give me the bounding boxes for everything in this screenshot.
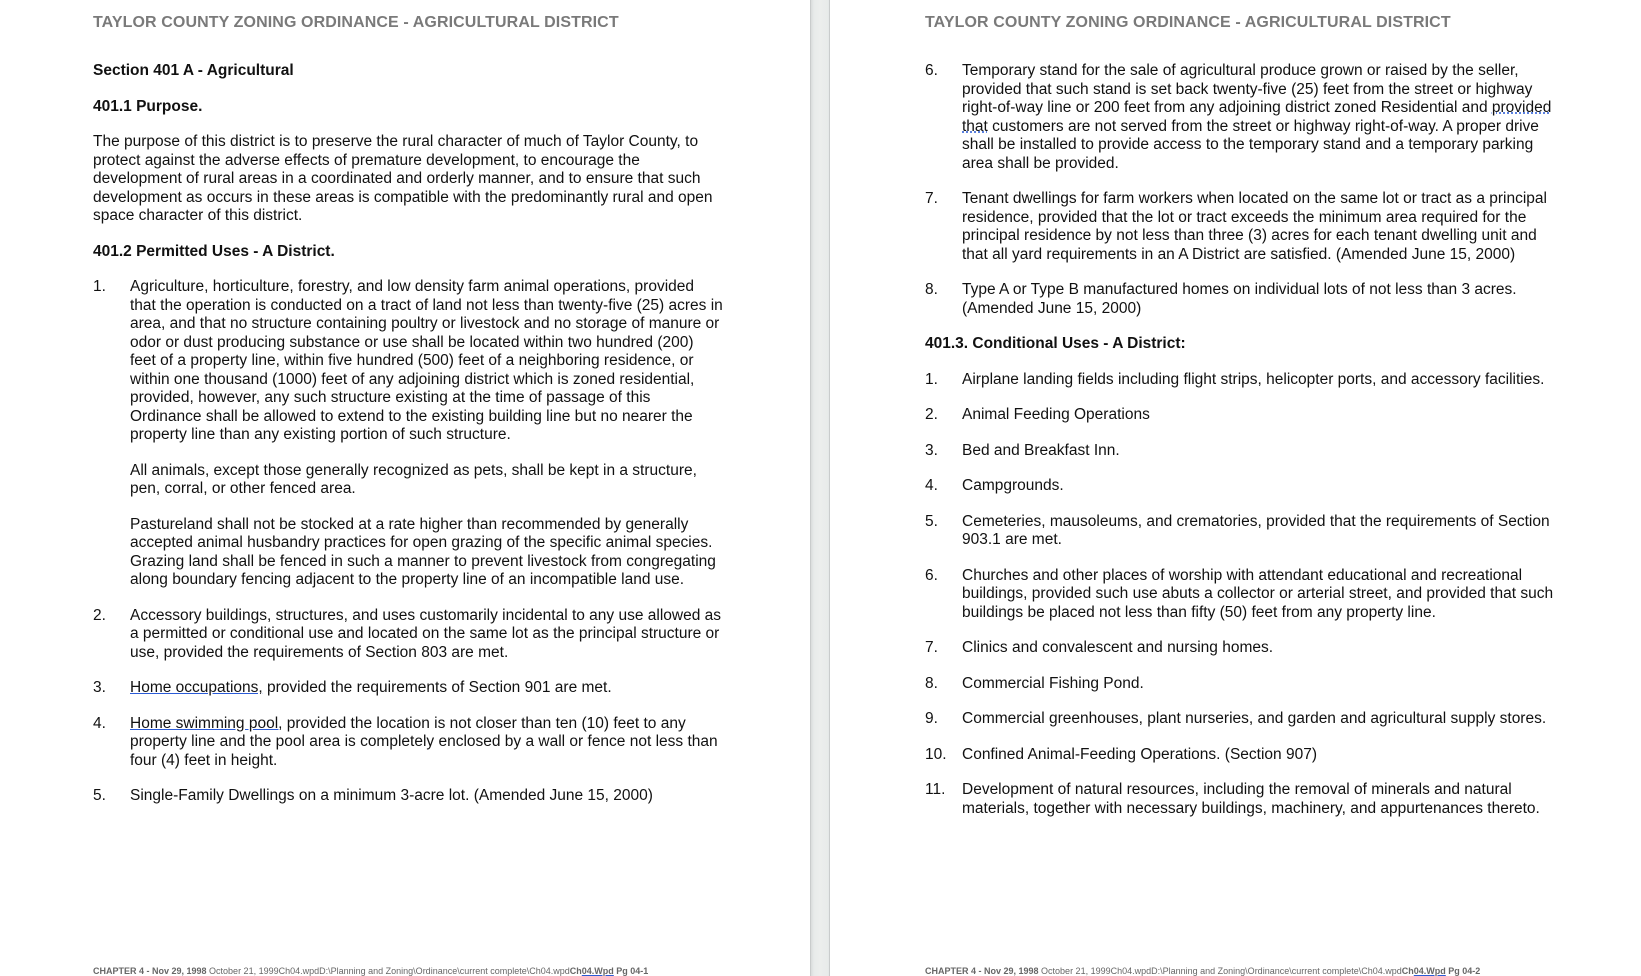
- list-number: 4.: [925, 477, 938, 494]
- list-text: Commercial Fishing Pond.: [962, 674, 1144, 692]
- footer-page-number: Pg 04-1: [613, 966, 649, 976]
- list-item: [925, 371, 1560, 390]
- list-number: 8.: [925, 674, 938, 692]
- list-item: [925, 62, 1560, 173]
- permitted-uses-heading: 401.2 Permitted Uses - A District.: [93, 242, 335, 260]
- list-text: Cemeteries, mausoleums, and crematories, provided that the requirements of Section 903.1 are met.: [962, 512, 1550, 548]
- list-item: [93, 787, 723, 806]
- list-number: 7.: [925, 190, 938, 207]
- conditional-uses-heading: 401.3. Conditional Uses - A District:: [925, 335, 1186, 352]
- list-text: Airplane landing fields including flight strips, helicopter ports, and accessory facilities.: [962, 370, 1545, 388]
- list-number: 9.: [925, 710, 938, 727]
- footer-file-link[interactable]: 04.Wpd: [581, 966, 614, 976]
- list-item: [925, 781, 1560, 818]
- list-number: 3.: [925, 441, 938, 459]
- list-number: 8.: [925, 281, 938, 298]
- footer-ch: Ch: [569, 966, 582, 976]
- list-number: 11.: [925, 781, 946, 798]
- list-item: [93, 715, 723, 771]
- list-number: 5.: [93, 787, 106, 804]
- list-item: [925, 675, 1560, 694]
- page-footer: [925, 966, 1480, 976]
- list-text-rest: provided the location is not closer than ten (10) feet to any property line and the pool area is completely enclosed by a wall or fence not less than four (4) feet in height.: [130, 714, 718, 769]
- list-text-part: Temporary stand for the sale of agricultural produce grown or raised by the seller, provided that such stand is set back twenty-five (25) feet from the street or highway right-of-way line or 200 feet from any adjoining district zoned Residential and: [962, 62, 1533, 116]
- list-number: 6.: [925, 62, 938, 79]
- list-subparagraph: All animals, except those generally recognized as pets, shall be kept in a structure, pen, corral, or other fenced area.: [130, 461, 697, 497]
- list-item: [925, 746, 1560, 765]
- list-text: Accessory buildings, structures, and uses customarily incidental to any use allowed as a permitted or conditional use and located on the same lot as the principal structure or use, provided the requirements of Section 803 are met.: [130, 606, 722, 661]
- list-number: 6.: [925, 566, 938, 584]
- list-item: [925, 190, 1560, 264]
- list-item: [925, 639, 1560, 658]
- purpose-heading: 401.1 Purpose.: [93, 97, 203, 115]
- list-number: 2.: [925, 406, 938, 423]
- page-2-content: [925, 62, 1560, 835]
- footer-path: October 21, 1999Ch04.wpdD:\Planning and Zoning\Ordinance\current complete\Ch04.wpd: [1038, 966, 1402, 976]
- list-text: Confined Animal-Feeding Operations. (Section 907): [962, 745, 1317, 763]
- list-text: Campgrounds.: [962, 477, 1064, 494]
- list-item: [925, 477, 1560, 496]
- list-text: [962, 62, 1560, 173]
- footer-path: October 21, 1999Ch04.wpdD:\Planning and Zoning\Ordinance\current complete\Ch04.wpd: [206, 966, 570, 976]
- list-text: [130, 679, 723, 698]
- page-header: TAYLOR COUNTY ZONING ORDINANCE - AGRICULTURAL DISTRICT: [93, 14, 619, 31]
- list-item: [925, 281, 1560, 318]
- list-item: [93, 607, 723, 663]
- list-item: [93, 278, 723, 590]
- footer-page-number: Pg 04-2: [1445, 966, 1481, 976]
- footer-file-link[interactable]: 04.Wpd: [1413, 966, 1446, 976]
- page-2: [830, 0, 1641, 976]
- list-number: 3.: [93, 679, 106, 696]
- list-text: Churches and other places of worship with attendant educational and recreational buildings, provided such use abuts a collector or arterial street, and provided that such buildings be placed not less than fifty (50) feet from any property line.: [962, 566, 1554, 621]
- list-subparagraph: Pastureland shall not be stocked at a rate higher than recommended by generally accepted animal husbandry practices for open grazing of the specific animal species. Grazing land shall be fenced in such a manner to prevent livestock from congregating along boundary fencing adjacent to the property line of an incompatible land use.: [130, 515, 716, 588]
- list-text: Bed and Breakfast Inn.: [962, 441, 1120, 459]
- list-number: 2.: [93, 606, 106, 624]
- list-item: [925, 442, 1560, 461]
- page-1: [0, 0, 810, 976]
- footer-ch: Ch: [1401, 966, 1414, 976]
- list-number: 7.: [925, 639, 938, 656]
- list-text: [130, 715, 723, 771]
- list-item: [925, 513, 1560, 550]
- home-swimming-pool-link[interactable]: Home swimming pool,: [130, 714, 283, 732]
- page-gutter: [810, 0, 830, 976]
- list-text: Animal Feeding Operations: [962, 406, 1150, 423]
- list-number: 10.: [925, 745, 947, 763]
- list-text: Clinics and convalescent and nursing homes.: [962, 639, 1274, 656]
- page-header: TAYLOR COUNTY ZONING ORDINANCE - AGRICULTURAL DISTRICT: [925, 14, 1451, 31]
- page-1-content: [93, 62, 723, 823]
- list-text-rest: provided the requirements of Section 901 are met.: [262, 679, 612, 696]
- list-text: Agriculture, horticulture, forestry, and low density farm animal operations, provided that the operation is conducted on a tract of land not less than twenty-five (25) acres in area, and that no structure containing poultry or livestock and no storage of manure or odor or dust producing substance or use shall be located within two hundred (200) feet of a property line, within five hundred (500) feet of a neighboring residence, or within one thousand (1000) feet of any adjoining district which is zoned residential, provided, however, any such structure existing at the time of passage of this Ordinance shall be allowed to extend to the existing building line but no nearer the property line than any existing portion of such structure.: [130, 278, 723, 443]
- list-item: [925, 567, 1560, 623]
- section-title: Section 401 A - Agricultural: [93, 62, 294, 79]
- list-text: Development of natural resources, including the removal of minerals and natural materials, together with necessary buildings, machinery, and appurtenances thereto.: [962, 781, 1540, 817]
- list-text: Commercial greenhouses, plant nurseries, and garden and agricultural supply stores.: [962, 710, 1547, 727]
- footer-chapter: CHAPTER 4 - Nov 29, 1998: [925, 966, 1039, 976]
- list-number: 1.: [925, 370, 938, 388]
- list-text: Single-Family Dwellings on a minimum 3-acre lot. (Amended June 15, 2000): [130, 787, 653, 804]
- list-number: 5.: [925, 512, 938, 530]
- purpose-paragraph: The purpose of this district is to preserve the rural character of much of Taylor County, to protect against the adverse effects of premature development, to encourage the development of rural areas in a coordinated and orderly manner, and to ensure that such development as occurs in these areas is compatible with the predominantly rural and open space character of this district.: [93, 133, 713, 224]
- page-footer: [93, 966, 648, 976]
- list-item: [93, 679, 723, 698]
- spellcheck-flag[interactable]: provided that: [962, 99, 1552, 135]
- list-item: [925, 406, 1560, 425]
- list-text: Type A or Type B manufactured homes on individual lots of not less than 3 acres. (Amended June 15, 2000): [962, 281, 1517, 317]
- list-number: 1.: [93, 278, 106, 295]
- footer-chapter: CHAPTER 4 - Nov 29, 1998: [93, 966, 207, 976]
- list-item: [925, 710, 1560, 729]
- list-text: Tenant dwellings for farm workers when located on the same lot or tract as a principal residence, provided that the lot or tract exceeds the minimum area required for the principal residence by not less than three (3) acres for each tenant dwelling unit and that all yard requirements in an A District are satisfied. (Amended June 15, 2000): [962, 190, 1547, 263]
- list-text-part: customers are not served from the street or highway right-of-way. A proper drive shall be installed to provide access to the temporary stand and a temporary parking area shall be provided.: [962, 117, 1539, 172]
- list-number: 4.: [93, 714, 106, 732]
- home-occupations-link[interactable]: Home occupations,: [130, 679, 263, 696]
